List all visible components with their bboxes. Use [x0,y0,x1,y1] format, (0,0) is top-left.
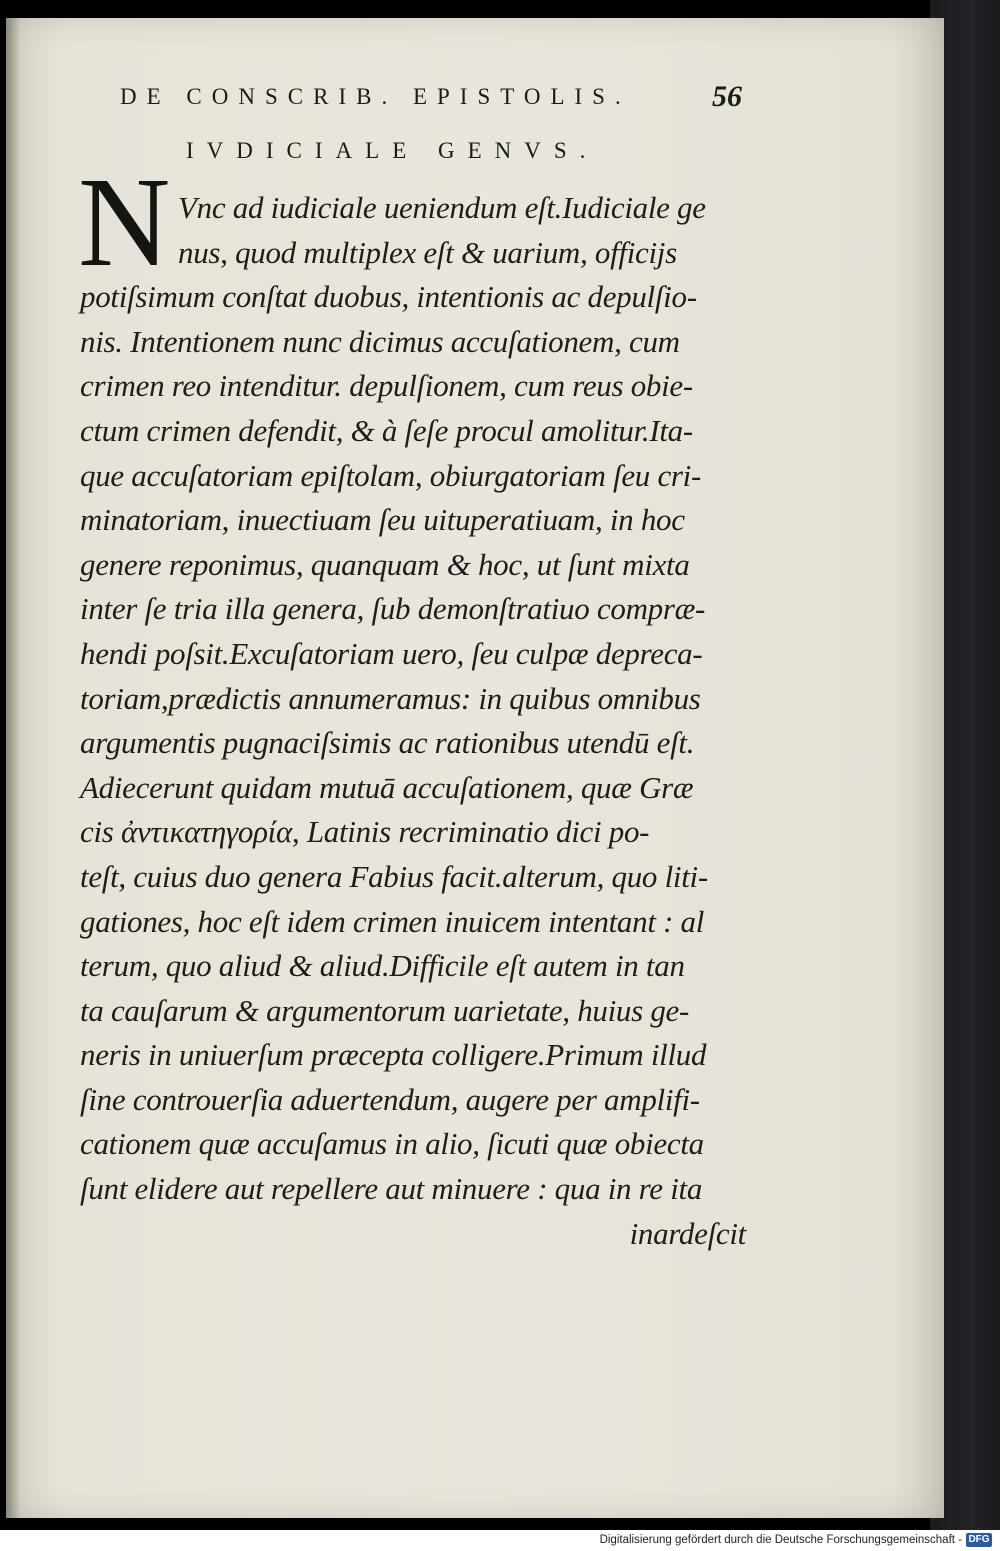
text-line: crimen reo intenditur. depulſionem, cum reus obie- [80,368,693,404]
text-line: cis ἀντικατηγορία, Latinis recriminatio dici po- [80,814,650,850]
text-line: ctum crimen defendit, & à ſeſe procul amolitur.Ita- [80,412,693,448]
text-line: ſine controuerſia aduertendum, augere per amplifi- [80,1081,700,1117]
text-line: Adiecerunt quidam mutuā accuſationem, quæ Græ [80,769,694,805]
text-line: que accuſatoriam epiſtolam, obiurgatoriam ſeu cri- [80,457,702,493]
section-title: IVDICIALE GENVS. [186,138,599,163]
text-line: minatoriam, inuectiuam ſeu uituperatiuam, in hoc [80,502,685,538]
body-text [80,186,760,1256]
funding-credit: Digitalisierung gefördert durch die Deutsche Forschungsgemeinschaft - [599,1534,962,1546]
text-line: ſunt elidere aut repellere aut minuere : qua in re ita [80,1171,703,1207]
text-line: cationem quæ accuſamus in alio, ſicuti quæ obiecta [80,1126,704,1162]
dfg-logo-icon: DFG [966,1533,992,1547]
text-line: terum, quo aliud & aliud.Difficile eſt autem in tan [80,948,685,984]
text-line: ta cauſarum & argumentorum uarietate, huius ge- [80,992,690,1028]
text-line: neris in uniuerſum præcepta colligere.Primum illud [80,1037,707,1073]
text-line: Vnc ad iudiciale ueniendum eſt.Iudiciale ge [178,190,706,225]
text-line: teſt, cuius duo genera Fabius facit.alterum, quo liti- [80,858,708,894]
gutter-shadow [6,18,20,1518]
text-line: argumentis pugnaciſsimis ac rationibus utendū eſt. [80,725,695,761]
text-line: inter ſe tria illa genera, ſub demonſtratiuo compræ- [80,591,706,627]
text-line: potiſsimum conſtat duobus, intentionis ac depulſio- [80,279,697,315]
text-line: hendi poſsit.Excuſatoriam uero, ſeu culpæ depreca- [80,635,703,671]
text-line: nus, quod multiplex eſt & uarium, officijs [178,234,677,270]
text-line: genere reponimus, quanquam & hoc, ut ſunt mixta [80,546,690,582]
text-line: toriam,prædictis annumeramus: in quibus omnibus [80,680,701,716]
drop-cap-initial: N [78,151,171,293]
running-head: DE CONSCRIB. EPISTOLIS. [120,84,631,109]
page-number: 56 [712,80,742,113]
digitization-footer [0,1530,1000,1551]
text-line: nis. Intentionem nunc dicimus accuſationem, cum [80,323,680,359]
catchword: inardeſcit [629,1215,746,1251]
text-line: gationes, hoc eſt idem crimen inuicem intentant : al [80,903,705,939]
